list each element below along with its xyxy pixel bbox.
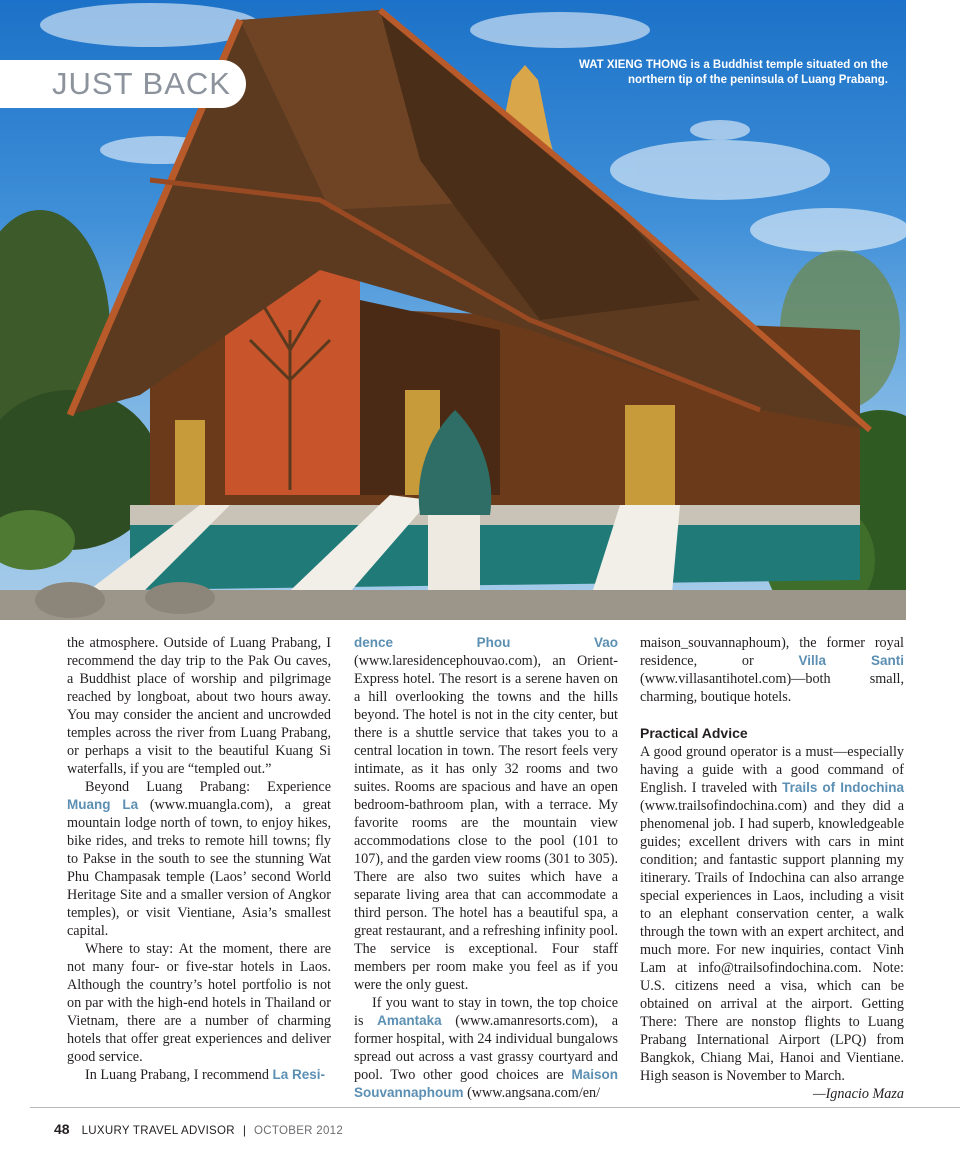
text-run: maison_souvannaphoum), the former royal residence, or	[640, 635, 904, 669]
text-run: (www.villasantihotel.com)—both small, charming, boutique hotels.	[640, 671, 904, 705]
brand-muang-la: Muang La	[67, 797, 139, 812]
text-run: A good ground operator is a must—especially having a guide with a good command of English. I traveled with	[640, 744, 904, 796]
text-run: In Luang Prabang, I recommend	[85, 1067, 273, 1083]
article-column-2	[354, 634, 618, 1102]
text-run: (www.laresidencephouvao.com), an Orient-Express hotel. The resort is a serene haven on a hill overlooking the towns and the hills beyond. The hotel is not in the city center, but there is a shuttle service that takes you to a central location in town. The resort feels very intimate, as it has only 32 rooms and two suites. Rooms are spacious and have an open bedroom-bathroom plan, with a terrace. My favorite rooms are the mountain view accommodations close to the pool (101 to 107), and the garden view rooms (301 to 305). There are also two suites which have a separate living area that can accommodate a third person. The hotel has a beautiful spa, a great restaurant, and a refreshing infinity pool. The service is exceptional. Four staff members per room make you feel as if you were the only guest.	[354, 653, 618, 993]
magazine-title: LUXURY TRAVEL ADVISOR	[81, 1125, 235, 1137]
page-number: 48	[54, 1121, 70, 1137]
text-run: (www.muangla.com), a great mountain lodge north of town, to enjoy hikes, bike rides, and treks to remote hill towns; fly to Pakse in the south to see the stunning Wat Phu Champasak temple (Laos’ second World Heritage Site and a smaller version of Angkor temples), or visit Vientiane, Asia’s smallest capital.	[67, 797, 332, 939]
footer-separator: |	[242, 1123, 247, 1137]
brand-maison-souvannaphoum: Maison Souvannaphoum	[354, 1067, 618, 1100]
author-byline: —Ignacio Maza	[812, 1086, 904, 1102]
footer-divider	[30, 1107, 960, 1108]
text-run: (www.angsana.com/en/	[463, 1085, 601, 1101]
caption-line-2: northern tip of the peninsula of Luang Prabang.	[627, 74, 888, 86]
paragraph	[67, 778, 331, 940]
article-column-1	[67, 634, 331, 1084]
text-run: Beyond Luang Prabang: Experience	[85, 779, 331, 795]
brand-villa-santi: Villa Santi	[798, 653, 904, 668]
brand-amantaka: Amantaka	[377, 1013, 442, 1028]
text-run: (www.amanresorts.com), a former hospital, with 24 individual bungalows spread out across a vast grassy courtyard and pool. Two other good choices are	[354, 1013, 618, 1083]
caption-line-1: WAT XIENG THONG is a Buddhist temple situated on the	[578, 59, 888, 71]
paragraph: Where to stay: At the moment, there are not many four- or five-star hotels in Laos. Although the country’s hotel portfolio is not on par with the high-end hotels in Thailand or Vietnam, there are a number of charming hotels that offer great experiences and deliver good service.	[67, 941, 331, 1065]
section-tab	[0, 60, 246, 108]
photo-caption	[528, 58, 888, 88]
paragraph	[640, 743, 904, 1102]
paragraph	[67, 1066, 331, 1084]
paragraph	[354, 994, 618, 1102]
temple-base	[130, 520, 860, 590]
section-tab-label: JUST BACK	[52, 66, 231, 101]
text-run: (www.trailsofindochina.com) and they did a phenomenal job. I had superb, knowledgeable guides; excellent drivers with cars in mint condition; and fantastic support planning my itinerary. Trails of Indochina can also arrange special experiences in Laos, including a visit to an elephant conservation center, a walk through the town with an expert architect, and much more. For new inquiries, contact Vinh Lam at info@trailsofindochina.com. Note: U.S. citizens need a visa, which can be obtained on arrival at the airport. Getting There: There are nonstop flights to Luang Prabang International Airport (LPQ) from Bangkok, Chiang Mai, Hanoi and Vientiane. High season is November to March.	[640, 798, 904, 1084]
brand-la-residence: La Resi-	[272, 1067, 326, 1082]
article-column-3	[640, 634, 904, 1103]
page-footer	[54, 1121, 343, 1137]
paragraph	[640, 634, 904, 706]
text-run: If you want to stay in town, the top choice is	[354, 995, 618, 1029]
paragraph: the atmosphere. Outside of Luang Prabang, I recommend the day trip to the Pak Ou caves, a Buddhist place of worship and pilgrimage reached by longboat, about two hours away. You may consider the ancient and uncrowded temples across the river from Luang Prabang, or perhaps a visit to the beautiful Kuang Si waterfalls, if you are “templed out.”	[67, 635, 331, 777]
subhead-practical-advice: Practical Advice	[640, 725, 748, 741]
brand-la-residence-cont: dence Phou Vao	[354, 635, 618, 650]
issue-date: OCTOBER 2012	[254, 1125, 344, 1137]
brand-trails-of-indochina: Trails of Indochina	[782, 780, 904, 795]
paragraph	[354, 634, 618, 994]
